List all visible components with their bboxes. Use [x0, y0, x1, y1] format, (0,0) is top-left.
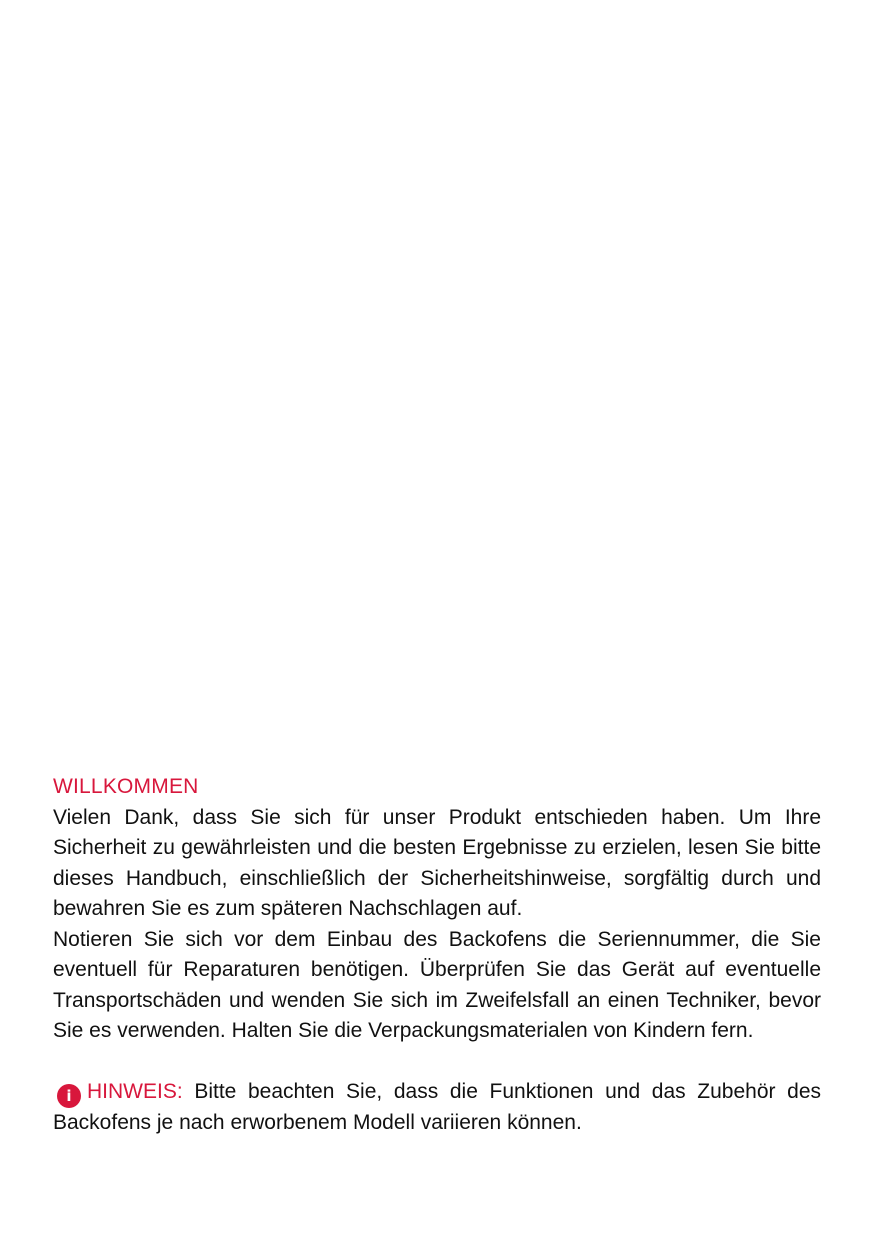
welcome-paragraph-1: Vielen Dank, dass Sie sich für unser Produkt entschieden haben. Um Ihre Sicherheit zu gewährleisten und die besten Ergebnisse zu erzielen, lesen Sie bitte dieses Handbuch, einschließlich der Sicherheitshinweise, sorgfältig durch und bewahren Sie es zum späteren Nachschlagen auf.	[53, 805, 821, 920]
welcome-paragraph-2: Notieren Sie sich vor dem Einbau des Backofens die Seriennummer, die Sie eventuell für Reparaturen benötigen. Überprüfen Sie das Gerät auf eventuelle Transportschäden und wenden Sie sich im Zweifelsfall an einen Techniker, bevor Sie es verwenden. Halten Sie die Verpackungsmaterialen von Kindern fern.	[53, 927, 821, 1042]
info-icon: i	[57, 1084, 81, 1108]
note-block	[53, 1077, 821, 1139]
welcome-heading: WILLKOMMEN	[53, 775, 199, 798]
note-label: HINWEIS:	[87, 1079, 183, 1103]
note-text: Bitte beachten Sie, dass die Funktionen und das Zubehör des Backofens je nach erworbenem Modell variieren können.	[53, 1079, 821, 1134]
welcome-section	[53, 772, 821, 1138]
